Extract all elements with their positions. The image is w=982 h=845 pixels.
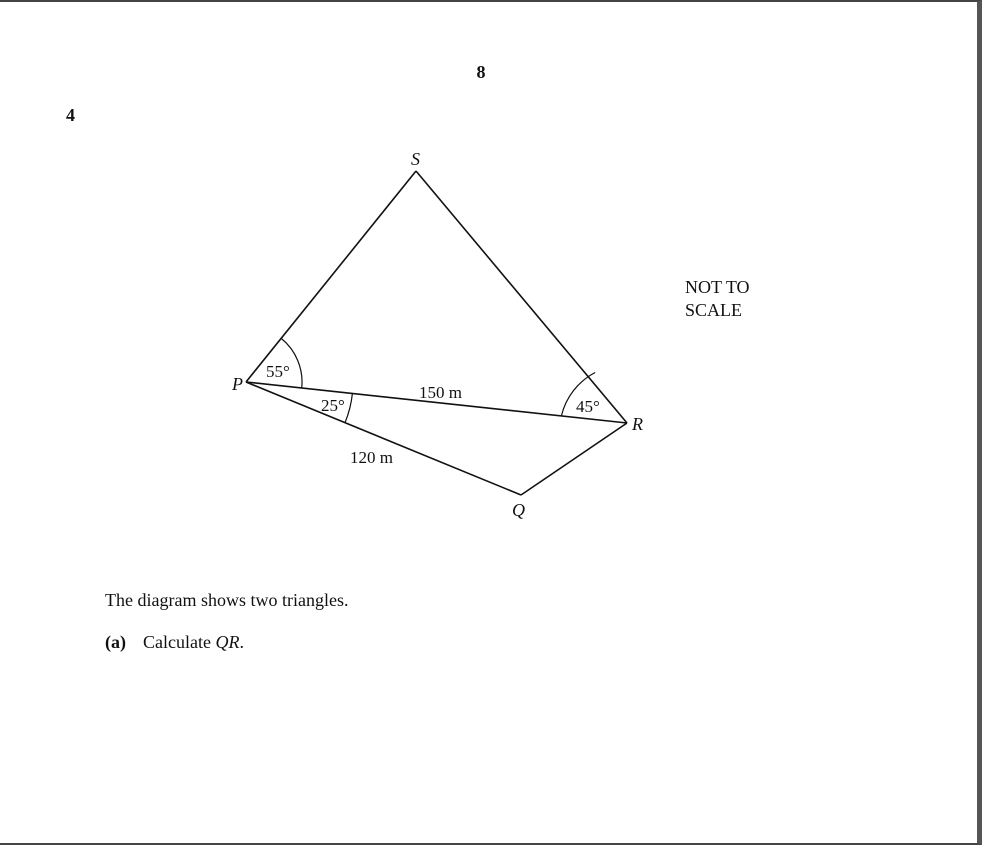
length-label-PR: 150 m <box>419 383 462 402</box>
page-number: 8 <box>476 62 486 82</box>
vertex-label-R: R <box>632 414 643 434</box>
edge-PS <box>246 171 416 382</box>
not-to-scale-note <box>685 276 750 322</box>
vertex-label-Q: Q <box>512 500 525 520</box>
length-label-PQ: 120 m <box>350 448 393 467</box>
angle-label-55: 55° <box>266 362 290 381</box>
edge-PQ <box>246 382 521 495</box>
edge-QR <box>521 423 627 495</box>
part-a-segment: QR <box>215 632 240 652</box>
not-to-scale-line2: SCALE <box>685 300 743 320</box>
part-a-prefix: Calculate <box>143 632 216 652</box>
not-to-scale-line1: NOT TO <box>685 277 750 297</box>
part-a-suffix: . <box>239 632 244 652</box>
vertex-label-P: P <box>232 374 243 394</box>
question-part-a <box>105 632 244 653</box>
angle-label-45: 45° <box>576 397 600 416</box>
question-number: 4 <box>66 105 75 125</box>
vertex-label-S: S <box>411 149 420 169</box>
part-a-label: (a) <box>105 632 126 652</box>
angle-arc-RPQ <box>345 394 352 423</box>
question-intro: The diagram shows two triangles. <box>105 590 349 610</box>
angle-label-25: 25° <box>321 396 345 415</box>
